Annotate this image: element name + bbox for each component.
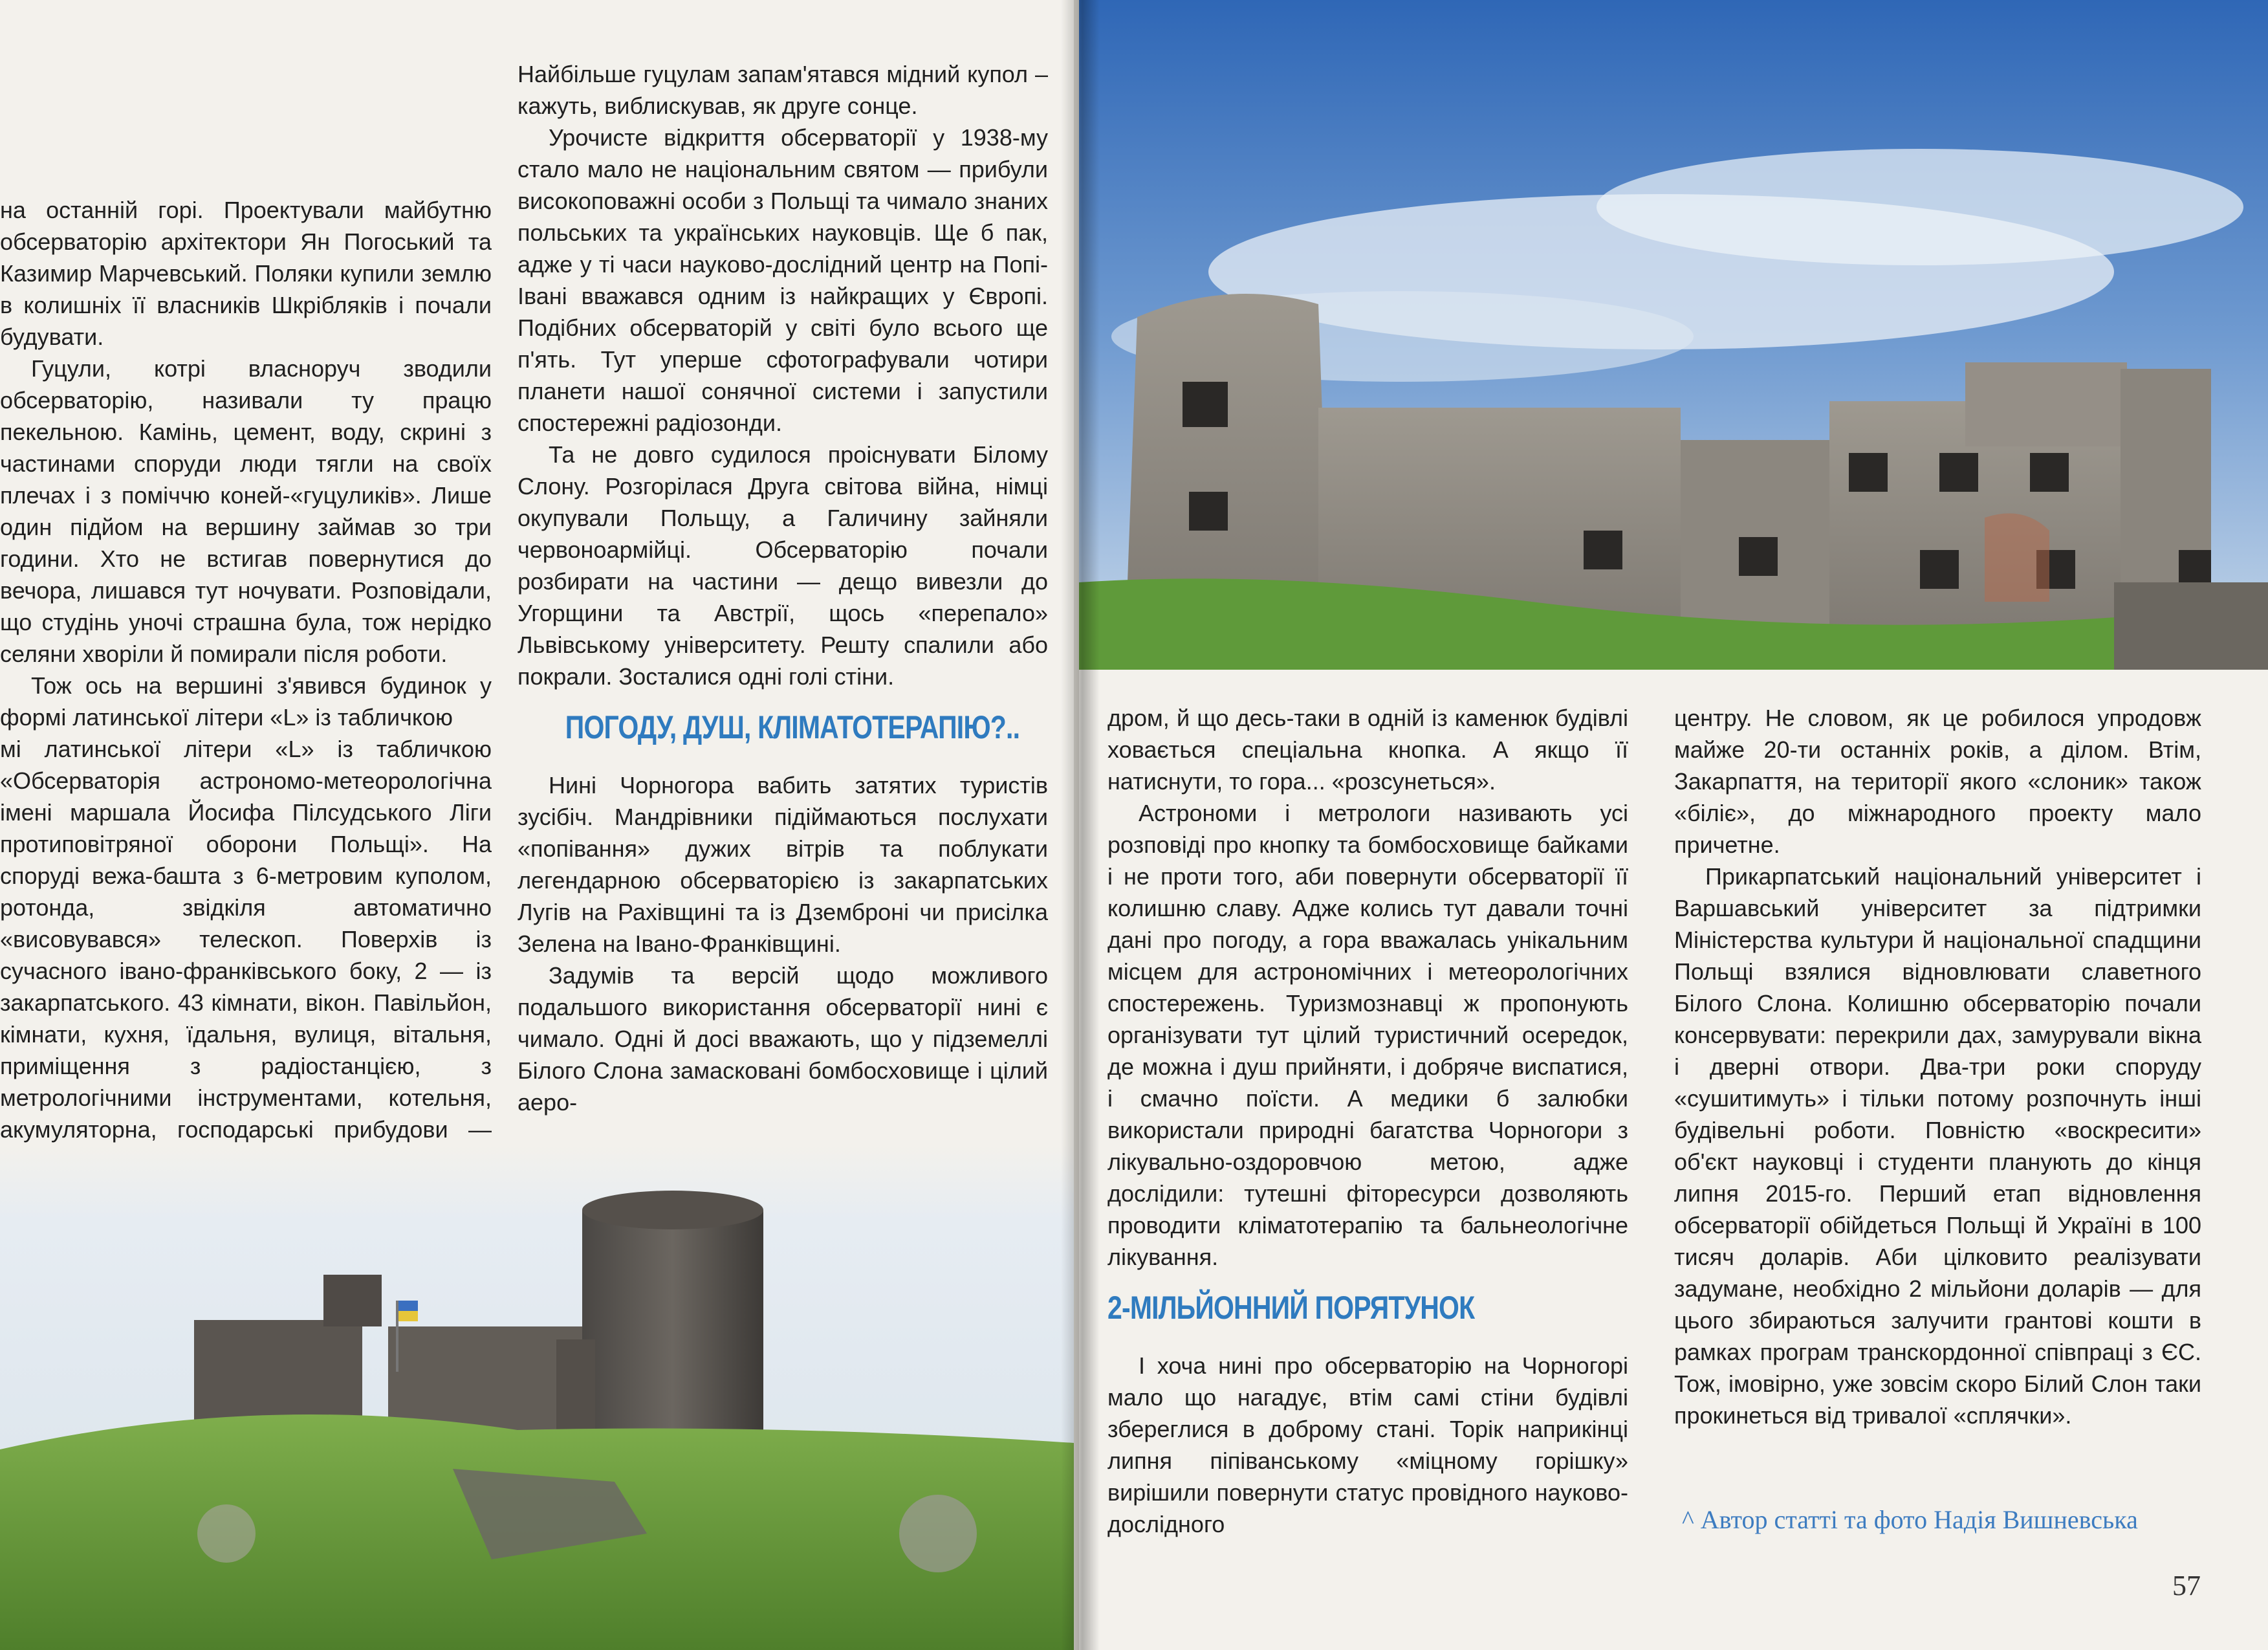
observatory-photo-left bbox=[0, 1145, 1074, 1650]
paragraph: Нині Чорногора вабить затятих туристів зусібіч. Мандрівники підіймаються послухати «попівання» дужих вітрів та поблукати легендарною обсерваторією із закарпатських Лугів на Рахівщині та із Дземброні чи присілка Зелена на Івано-Франківщині. bbox=[518, 772, 1048, 957]
paragraph: Гуцули, котрі власноруч зводили обсерваторію, називали ту працю пекельною. Камінь, цемент, воду, скрині з частинами споруди люди тягли на своїх плечах і з поміччю коней-«гуцуликів». Лише один підйом на вершину займав зо три години. Хто не встигав повернутися до вечора, лишався тут ночувати. Розповідали, що студінь уночі страшна була, тож нерідко селяни хворіли й помирали після роботи. bbox=[0, 355, 492, 667]
paragraph: Прикарпатський національний університет і Варшавський університет за підтримки Міністерства культури й національної спадщини Польщі взялися відновлювати славетного Білого Слона. Колишню обсерваторію почали консервувати: перекрили дах, замурували вікна і дверні отвори. Два-три роки споруду «сушитимуть» і тільки потому розпочнуть інші будівельні роботи. Повністю «воскресити» об'єкт науковці і студенти планують до кінця липня 2015-го. Перший етап відновлення обсерваторії обійдеться Польщі й Україні в 100 тисяч доларів. Аби цілковито реалізувати задумане, необхідно 2 мільйони доларів — для цього збираються залучити грантові кошти в рамках програм транскордонної співпраці з ЄС. Тож, імовірно, уже зовсім скоро Білий Слон таки прокинеться від тривалої «сплячки». bbox=[1674, 863, 2201, 1429]
page-gutter bbox=[1061, 0, 1100, 1650]
paragraph: Задумів та версій щодо можливого подальшого використання обсерваторії нині є чимало. Одні й досі вважають, що у підземеллі Білого Слона замасковані бомбосховище і цілий аеро- bbox=[518, 962, 1048, 1116]
column-3 bbox=[1107, 702, 1628, 1540]
column-4 bbox=[1674, 702, 2201, 1431]
paragraph: центру. Не словом, як це робилося упродовж майже 20-ти останніх років, а ділом. Втім, Закарпаття, на території якого «слоник» також «біліє», до міжнародного проекту мало причетне. bbox=[1674, 705, 2201, 858]
paragraph: Урочисте відкриття обсерваторії у 1938-му стало мало не національним святом — прибули високоповажні особи з Польщі та чимало знаних польських та українських науковців. Ще б пак, адже у ті часи науково-дослідний центр на Попі-Івані вважався одним із найкращих у Європі. Подібних обсерваторій у світі було всього ще п'ять. Тут уперше сфотографували чотири планети нашої сонячної системи і запустили спостережні радіозонди. bbox=[518, 124, 1048, 436]
column-2 bbox=[518, 58, 1048, 1118]
paragraph: дром, й що десь-таки в одній із каменюк будівлі ховається спеціальна кнопка. А якщо її натиснути, то гора... «розсунеться». bbox=[1107, 705, 1628, 795]
author-credit: ^ Автор статті та фото Надія Вишневська bbox=[1682, 1505, 2138, 1534]
page-number: 57 bbox=[2172, 1570, 2201, 1601]
section-heading: ПОГОДУ, ДУШ, КЛІМАТОТЕРАПІЮ?.. bbox=[565, 709, 1020, 745]
paragraph: на останній горі. Проектували майбутню обсерваторію архітектори Ян Погоський та Казимир Марчевський. Поляки купили землю в колишніх її власників Шкрібляків і почали будувати. bbox=[0, 197, 492, 350]
right-page bbox=[1079, 0, 2268, 1650]
paragraph: Та не довго судилося проіснувати Білому Слону. Розгорілася Друга світова війна, німці окупували Польщу, а Галичину зайняли червоноармійці. Обсерваторію почали розбирати на частини — дещо вивезли до Угорщини та Австрії, щось «перепало» Львівському університету. Решту спалили або покрали. Зосталися одні голі стіни. bbox=[518, 441, 1048, 690]
paragraph: І хоча нині про обсерваторію на Чорногорі мало що нагадує, втім самі стіни будівлі збереглися в доброму стані. Торік наприкінці липня піпіванському «міцному горішку» вирішили повернути статус провідного науково-дослідного bbox=[1107, 1352, 1628, 1537]
paragraph: Астрономи і метрологи називають усі розповіді про кнопку та бомбосховище байками і не проти того, аби повернути обсерваторії її колишню славу. Адже колись тут давали точні дані про погоду, а гора вважалась унікальним місцем для астрономічних і метеорологічних спостережень. Туризмознавці ж пропонують організувати тут цілий туристичний осередок, де можна і душ прийняти, і добряче виспатися, і смачно поїсти. А медики б залюбки використали природні багатства Чорногори з лікувально-оздоровчою метою, адже дослідили: тутешні фіторесурси дозволяють проводити кліматотерапію та бальнеологічне лікування. bbox=[1107, 800, 1628, 1270]
column-1 bbox=[0, 194, 492, 1209]
paragraph: Найбільше гуцулам запам'ятався мідний купол – кажуть, виблискував, як друге сонце. bbox=[518, 61, 1048, 119]
left-page bbox=[0, 0, 1074, 1650]
paragraph: мі латинської літери «L» із табличкою «Обсерваторія астрономо-метеорологічна імені маршала Йосифа Пілсудського Ліги протиповітряної оборони Польщі». На споруді вежа-башта з 6-метровим куполом, ротонда, звідкіля автоматично «висовувався» телескоп. Поверхів із сучасного івано-франківського боку, 2 — із закарпатського. 43 кімнати, вікон. Павільйон, кімнати, кухня, їдальня, вулиця, вітальня, приміщення з радіостанцією, з метрологічними інструментами, котельня, акумуляторна, господарські прибудови — bbox=[0, 736, 492, 1143]
section-heading: 2-МІЛЬЙОННИЙ ПОРЯТУНОК bbox=[1107, 1290, 1475, 1326]
paragraph: Тож ось на вершині з'явився будинок у формі латинської літери «L» із табличкою bbox=[0, 672, 492, 731]
observatory-photo-right bbox=[1079, 0, 2268, 670]
